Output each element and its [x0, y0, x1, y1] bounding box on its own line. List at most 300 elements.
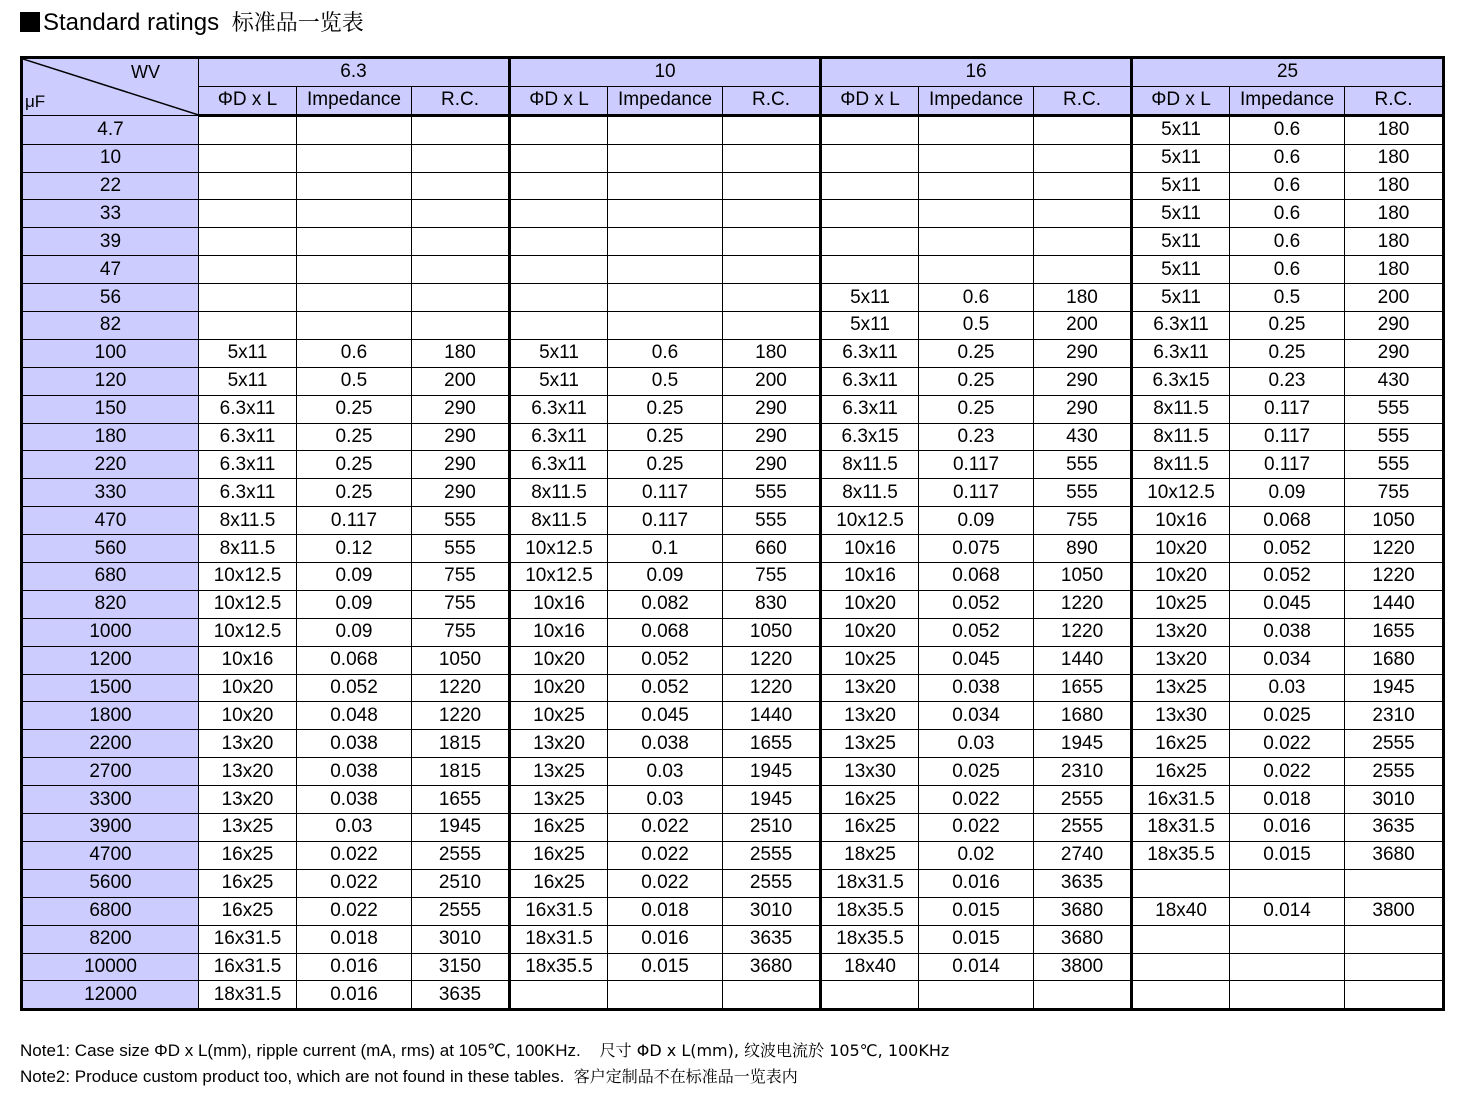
- size-cell: 13x25: [510, 786, 608, 814]
- capacitance-cell: 150: [22, 395, 199, 423]
- capacitance-cell: 1000: [22, 618, 199, 646]
- rc-cell: 555: [1345, 423, 1444, 451]
- impedance-cell: 0.25: [297, 395, 412, 423]
- size-cell: 13x20: [1132, 618, 1230, 646]
- impedance-cell: 0.052: [1230, 563, 1345, 591]
- size-cell: 6.3x11: [199, 423, 297, 451]
- impedance-cell: 0.045: [608, 702, 723, 730]
- impedance-cell: 0.038: [608, 730, 723, 758]
- size-cell: 8x11.5: [510, 479, 608, 507]
- rc-cell: 1945: [412, 814, 510, 842]
- rc-cell: [1034, 256, 1132, 284]
- size-cell: 6.3x11: [821, 367, 919, 395]
- impedance-cell: 0.117: [919, 451, 1034, 479]
- size-cell: 16x25: [510, 841, 608, 869]
- rc-cell: 180: [1345, 256, 1444, 284]
- table-row: [22, 897, 1444, 925]
- impedance-cell: 0.25: [608, 451, 723, 479]
- size-cell: 10x12.5: [199, 590, 297, 618]
- voltage-header-row: [22, 58, 1444, 87]
- impedance-cell: 0.25: [919, 339, 1034, 367]
- impedance-cell: 0.068: [1230, 507, 1345, 535]
- impedance-header: Impedance: [1230, 86, 1345, 115]
- rc-cell: 3680: [1345, 841, 1444, 869]
- wv-label: WV: [131, 62, 160, 82]
- capacitance-cell: 470: [22, 507, 199, 535]
- rc-cell: 200: [1034, 312, 1132, 340]
- rc-cell: 180: [1345, 228, 1444, 256]
- impedance-cell: 0.022: [608, 869, 723, 897]
- impedance-cell: 0.25: [919, 395, 1034, 423]
- impedance-cell: 0.025: [1230, 702, 1345, 730]
- rc-cell: 2555: [412, 897, 510, 925]
- size-cell: [510, 312, 608, 340]
- table-row: [22, 925, 1444, 953]
- impedance-cell: 0.09: [297, 618, 412, 646]
- impedance-cell: 0.03: [297, 814, 412, 842]
- rc-cell: 1655: [1034, 674, 1132, 702]
- size-cell: 8x11.5: [199, 535, 297, 563]
- impedance-cell: [297, 144, 412, 172]
- voltage-header: 10: [510, 58, 821, 87]
- impedance-cell: 0.068: [297, 646, 412, 674]
- rc-cell: 2555: [1345, 758, 1444, 786]
- size-cell: 5x11: [1132, 172, 1230, 200]
- size-cell: 10x25: [1132, 590, 1230, 618]
- rc-cell: 2510: [723, 814, 821, 842]
- title-english: Standard ratings: [43, 9, 220, 36]
- voltage-header: 16: [821, 58, 1132, 87]
- size-cell: 10x16: [821, 563, 919, 591]
- size-cell: 8x11.5: [821, 479, 919, 507]
- rc-cell: 290: [412, 479, 510, 507]
- table-row: [22, 702, 1444, 730]
- table-row: [22, 646, 1444, 674]
- size-cell: [510, 115, 608, 144]
- rc-cell: 755: [1034, 507, 1132, 535]
- impedance-cell: 0.048: [297, 702, 412, 730]
- size-cell: 10x20: [199, 674, 297, 702]
- impedance-cell: 0.23: [919, 423, 1034, 451]
- size-cell: 13x20: [199, 758, 297, 786]
- size-cell: 16x25: [199, 897, 297, 925]
- size-cell: 16x25: [199, 841, 297, 869]
- rc-cell: 290: [723, 395, 821, 423]
- rc-cell: [723, 228, 821, 256]
- size-cell: 6.3x15: [821, 423, 919, 451]
- size-header: ΦD x L: [821, 86, 919, 115]
- size-cell: [199, 312, 297, 340]
- size-cell: 10x16: [199, 646, 297, 674]
- rc-cell: 290: [1034, 339, 1132, 367]
- impedance-cell: 0.117: [1230, 423, 1345, 451]
- impedance-cell: [919, 115, 1034, 144]
- size-cell: 5x11: [199, 339, 297, 367]
- rc-cell: 3150: [412, 953, 510, 981]
- table-row: [22, 814, 1444, 842]
- rc-cell: 200: [412, 367, 510, 395]
- rc-cell: 290: [1345, 312, 1444, 340]
- impedance-cell: [919, 172, 1034, 200]
- rc-cell: 1220: [723, 674, 821, 702]
- impedance-cell: [608, 981, 723, 1010]
- size-cell: 10x12.5: [510, 563, 608, 591]
- rc-cell: 180: [1345, 144, 1444, 172]
- size-cell: [510, 172, 608, 200]
- capacitance-cell: 330: [22, 479, 199, 507]
- rc-cell: [412, 284, 510, 312]
- size-cell: 18x25: [821, 841, 919, 869]
- table-row: [22, 953, 1444, 981]
- impedance-cell: 0.02: [919, 841, 1034, 869]
- impedance-cell: 0.018: [297, 925, 412, 953]
- capacitance-cell: 680: [22, 563, 199, 591]
- impedance-cell: 0.015: [608, 953, 723, 981]
- impedance-cell: 0.6: [1230, 228, 1345, 256]
- rc-cell: 180: [1345, 200, 1444, 228]
- table-row: [22, 869, 1444, 897]
- size-cell: 16x31.5: [510, 897, 608, 925]
- table-row: [22, 423, 1444, 451]
- size-cell: 18x31.5: [199, 981, 297, 1010]
- impedance-cell: 0.03: [608, 786, 723, 814]
- impedance-cell: 0.068: [608, 618, 723, 646]
- rc-cell: 1815: [412, 758, 510, 786]
- impedance-cell: [608, 172, 723, 200]
- size-cell: 5x11: [510, 339, 608, 367]
- size-cell: 10x20: [821, 618, 919, 646]
- impedance-cell: 0.022: [919, 814, 1034, 842]
- size-cell: [199, 115, 297, 144]
- impedance-cell: [608, 200, 723, 228]
- impedance-cell: 0.022: [1230, 758, 1345, 786]
- table-row: [22, 507, 1444, 535]
- capacitance-cell: 100: [22, 339, 199, 367]
- rc-cell: 2740: [1034, 841, 1132, 869]
- capacitance-cell: 4.7: [22, 115, 199, 144]
- rc-cell: 1440: [1034, 646, 1132, 674]
- size-cell: 13x20: [821, 702, 919, 730]
- impedance-cell: 0.25: [1230, 339, 1345, 367]
- rc-cell: 2310: [1034, 758, 1132, 786]
- impedance-cell: 0.25: [1230, 312, 1345, 340]
- impedance-cell: 0.038: [297, 758, 412, 786]
- impedance-cell: 0.022: [608, 841, 723, 869]
- size-cell: [199, 228, 297, 256]
- impedance-cell: 0.045: [919, 646, 1034, 674]
- impedance-cell: 0.6: [1230, 144, 1345, 172]
- size-cell: 10x16: [821, 535, 919, 563]
- rc-cell: 3800: [1345, 897, 1444, 925]
- rc-cell: [412, 256, 510, 284]
- impedance-cell: 0.117: [297, 507, 412, 535]
- size-cell: 8x11.5: [199, 507, 297, 535]
- size-cell: [821, 172, 919, 200]
- impedance-cell: [608, 115, 723, 144]
- rc-cell: 430: [1345, 367, 1444, 395]
- impedance-cell: [608, 256, 723, 284]
- rc-header: R.C.: [1345, 86, 1444, 115]
- table-row: [22, 535, 1444, 563]
- rc-cell: 1945: [723, 758, 821, 786]
- size-cell: [510, 200, 608, 228]
- size-cell: 8x11.5: [821, 451, 919, 479]
- rc-cell: [1034, 228, 1132, 256]
- size-cell: 13x30: [1132, 702, 1230, 730]
- capacitance-cell: 47: [22, 256, 199, 284]
- capacitance-cell: 1800: [22, 702, 199, 730]
- rc-cell: 3680: [1034, 925, 1132, 953]
- impedance-cell: [297, 228, 412, 256]
- capacitance-cell: 6800: [22, 897, 199, 925]
- impedance-cell: 0.022: [297, 897, 412, 925]
- ratings-table-body: [22, 115, 1444, 1010]
- rc-cell: [1034, 144, 1132, 172]
- rc-cell: 555: [1034, 479, 1132, 507]
- size-cell: 6.3x11: [510, 451, 608, 479]
- impedance-cell: 0.03: [1230, 674, 1345, 702]
- size-cell: 13x25: [1132, 674, 1230, 702]
- note-2-english: Note2: Produce custom product too, which are not found in these tables.: [20, 1067, 565, 1086]
- rc-cell: 755: [723, 563, 821, 591]
- impedance-cell: [608, 284, 723, 312]
- impedance-cell: 0.014: [1230, 897, 1345, 925]
- size-cell: [821, 228, 919, 256]
- table-row: [22, 395, 1444, 423]
- size-cell: 13x20: [1132, 646, 1230, 674]
- rc-header: R.C.: [1034, 86, 1132, 115]
- capacitance-cell: 12000: [22, 981, 199, 1010]
- size-cell: [510, 981, 608, 1010]
- rc-cell: 1220: [412, 674, 510, 702]
- rc-cell: 290: [723, 423, 821, 451]
- impedance-cell: 0.03: [608, 758, 723, 786]
- rc-cell: 200: [723, 367, 821, 395]
- voltage-header: 25: [1132, 58, 1444, 87]
- size-cell: [510, 256, 608, 284]
- rc-cell: 290: [412, 395, 510, 423]
- size-cell: 8x11.5: [1132, 395, 1230, 423]
- rc-cell: [723, 144, 821, 172]
- size-cell: 18x40: [1132, 897, 1230, 925]
- size-cell: [1132, 925, 1230, 953]
- size-cell: 13x30: [821, 758, 919, 786]
- impedance-cell: 0.052: [297, 674, 412, 702]
- rc-cell: 2510: [412, 869, 510, 897]
- rc-cell: 430: [1034, 423, 1132, 451]
- impedance-cell: 0.016: [297, 953, 412, 981]
- size-cell: 6.3x11: [199, 479, 297, 507]
- size-cell: 5x11: [1132, 200, 1230, 228]
- impedance-cell: 0.016: [608, 925, 723, 953]
- impedance-cell: 0.25: [608, 423, 723, 451]
- rc-cell: 3635: [1034, 869, 1132, 897]
- impedance-cell: 0.117: [608, 479, 723, 507]
- size-cell: 6.3x11: [510, 395, 608, 423]
- capacitance-cell: 820: [22, 590, 199, 618]
- table-row: [22, 841, 1444, 869]
- voltage-header: 6.3: [199, 58, 510, 87]
- capacitance-cell: 3900: [22, 814, 199, 842]
- rc-cell: 1680: [1034, 702, 1132, 730]
- rc-cell: 1220: [1345, 535, 1444, 563]
- size-cell: [199, 172, 297, 200]
- rc-cell: 1220: [1034, 590, 1132, 618]
- rc-cell: 755: [412, 618, 510, 646]
- rc-cell: [1345, 925, 1444, 953]
- impedance-cell: [297, 200, 412, 228]
- table-row: [22, 590, 1444, 618]
- impedance-cell: [608, 228, 723, 256]
- rc-cell: [412, 115, 510, 144]
- note-2-chinese: 客户定制品不在标准品一览表内: [573, 1067, 798, 1086]
- size-cell: 5x11: [199, 367, 297, 395]
- impedance-cell: 0.016: [297, 981, 412, 1010]
- size-cell: 16x25: [199, 869, 297, 897]
- rc-cell: 755: [412, 563, 510, 591]
- size-cell: 8x11.5: [510, 507, 608, 535]
- size-cell: 5x11: [510, 367, 608, 395]
- impedance-cell: 0.117: [919, 479, 1034, 507]
- impedance-cell: [919, 228, 1034, 256]
- size-cell: 10x20: [1132, 535, 1230, 563]
- note-1-english: Note1: Case size ΦD x L(mm), ripple current (mA, rms) at 105℃, 100KHz.: [20, 1041, 581, 1060]
- table-row: [22, 451, 1444, 479]
- rc-cell: 1945: [1345, 674, 1444, 702]
- impedance-cell: 0.6: [1230, 172, 1345, 200]
- size-cell: 10x20: [199, 702, 297, 730]
- size-cell: 18x31.5: [821, 869, 919, 897]
- rc-cell: 555: [723, 479, 821, 507]
- rc-cell: 290: [412, 451, 510, 479]
- rc-cell: 3010: [723, 897, 821, 925]
- rc-cell: 180: [1345, 172, 1444, 200]
- rc-cell: 1050: [1345, 507, 1444, 535]
- size-cell: 18x31.5: [1132, 814, 1230, 842]
- rc-cell: 1440: [723, 702, 821, 730]
- impedance-cell: 0.25: [297, 479, 412, 507]
- capacitance-cell: 2200: [22, 730, 199, 758]
- size-cell: 16x25: [821, 814, 919, 842]
- size-cell: 18x35.5: [821, 897, 919, 925]
- table-row: [22, 200, 1444, 228]
- size-cell: [1132, 953, 1230, 981]
- size-cell: 6.3x15: [1132, 367, 1230, 395]
- rc-cell: 555: [1034, 451, 1132, 479]
- impedance-cell: [608, 312, 723, 340]
- table-row: [22, 618, 1444, 646]
- table-row: [22, 367, 1444, 395]
- impedance-cell: [297, 115, 412, 144]
- size-cell: 10x12.5: [199, 563, 297, 591]
- impedance-cell: 0.09: [297, 563, 412, 591]
- size-cell: [821, 200, 919, 228]
- rc-cell: 2310: [1345, 702, 1444, 730]
- impedance-cell: 0.038: [1230, 618, 1345, 646]
- size-cell: 16x25: [510, 814, 608, 842]
- note-1: [20, 1038, 949, 1064]
- table-row: [22, 172, 1444, 200]
- impedance-cell: 0.09: [1230, 479, 1345, 507]
- rc-cell: 200: [1345, 284, 1444, 312]
- rc-cell: 1050: [412, 646, 510, 674]
- impedance-cell: 0.052: [608, 646, 723, 674]
- size-cell: [821, 981, 919, 1010]
- impedance-cell: 0.018: [1230, 786, 1345, 814]
- impedance-cell: 0.015: [1230, 841, 1345, 869]
- rc-cell: 1945: [723, 786, 821, 814]
- rc-cell: [412, 200, 510, 228]
- impedance-cell: [297, 256, 412, 284]
- size-cell: 16x31.5: [1132, 786, 1230, 814]
- impedance-cell: [608, 144, 723, 172]
- size-cell: 6.3x11: [1132, 312, 1230, 340]
- size-cell: 6.3x11: [199, 451, 297, 479]
- notes: [20, 1038, 949, 1090]
- rc-cell: 555: [1345, 395, 1444, 423]
- rc-cell: 830: [723, 590, 821, 618]
- size-cell: 16x25: [1132, 730, 1230, 758]
- size-cell: 18x35.5: [1132, 841, 1230, 869]
- table-row: [22, 284, 1444, 312]
- rc-cell: 1655: [1345, 618, 1444, 646]
- impedance-cell: 0.1: [608, 535, 723, 563]
- table-row: [22, 339, 1444, 367]
- capacitance-cell: 5600: [22, 869, 199, 897]
- rc-cell: 290: [1345, 339, 1444, 367]
- impedance-cell: 0.038: [297, 730, 412, 758]
- rc-cell: 2555: [412, 841, 510, 869]
- size-cell: [510, 284, 608, 312]
- rc-cell: [412, 144, 510, 172]
- rc-cell: 180: [1034, 284, 1132, 312]
- impedance-cell: 0.052: [919, 590, 1034, 618]
- size-cell: 5x11: [821, 284, 919, 312]
- size-header: ΦD x L: [510, 86, 608, 115]
- black-square-icon: [20, 12, 40, 32]
- rc-cell: [723, 981, 821, 1010]
- corner-header: [22, 58, 199, 116]
- capacitance-cell: 8200: [22, 925, 199, 953]
- impedance-cell: 0.117: [608, 507, 723, 535]
- rc-cell: [1345, 953, 1444, 981]
- size-cell: 13x20: [510, 730, 608, 758]
- impedance-cell: 0.03: [919, 730, 1034, 758]
- size-cell: 10x12.5: [1132, 479, 1230, 507]
- rc-cell: [1034, 200, 1132, 228]
- size-cell: 13x20: [199, 730, 297, 758]
- table-row: [22, 563, 1444, 591]
- rc-cell: [412, 228, 510, 256]
- rc-cell: 290: [723, 451, 821, 479]
- impedance-cell: 0.6: [608, 339, 723, 367]
- title-chinese: 标准品一览表: [231, 11, 364, 36]
- size-cell: [510, 144, 608, 172]
- size-header: ΦD x L: [1132, 86, 1230, 115]
- rc-cell: [1034, 115, 1132, 144]
- rc-cell: 3635: [723, 925, 821, 953]
- size-cell: 10x16: [1132, 507, 1230, 535]
- size-cell: 10x12.5: [510, 535, 608, 563]
- size-cell: 10x12.5: [821, 507, 919, 535]
- size-cell: 5x11: [821, 312, 919, 340]
- impedance-cell: [297, 284, 412, 312]
- capacitance-cell: 4700: [22, 841, 199, 869]
- size-cell: 6.3x11: [1132, 339, 1230, 367]
- rc-cell: 555: [723, 507, 821, 535]
- size-cell: 10x16: [510, 590, 608, 618]
- size-cell: 10x25: [821, 646, 919, 674]
